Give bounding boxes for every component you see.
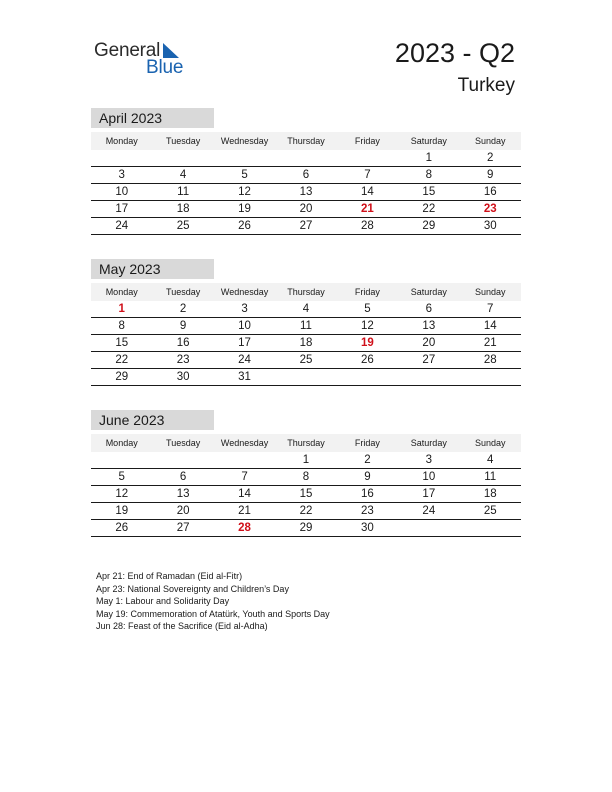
weekday-label: Tuesday xyxy=(166,438,201,448)
empty-day-cell xyxy=(460,520,521,536)
day-cell: 5 xyxy=(241,169,248,181)
day-cell: 23 xyxy=(361,505,374,517)
day-cell: 4 xyxy=(302,303,310,315)
day-cell: 6 xyxy=(179,471,187,483)
day-cell: 18 xyxy=(176,203,190,215)
empty-day-cell xyxy=(91,150,152,166)
empty-day-cell xyxy=(214,452,275,468)
day-cell: 17 xyxy=(238,337,251,349)
weekday-label: Thursday xyxy=(287,136,325,146)
weekday-label: Thursday xyxy=(287,438,325,448)
logo-blue-text: Blue xyxy=(146,57,184,78)
day-cell: 15 xyxy=(115,337,129,349)
logo-general-text: General xyxy=(94,40,161,61)
day-cell: 17 xyxy=(115,203,129,215)
day-cell: 29 xyxy=(422,220,436,232)
day-cell: 19 xyxy=(115,505,129,517)
holiday-day-cell: 19 xyxy=(361,337,374,349)
day-cell: 17 xyxy=(422,488,436,500)
weekday-header-row xyxy=(91,283,521,301)
day-cell: 16 xyxy=(361,488,374,500)
day-cell: 10 xyxy=(115,186,129,198)
weekday-label: Sunday xyxy=(474,136,506,146)
day-cell: 10 xyxy=(422,471,436,483)
day-cell: 24 xyxy=(115,220,129,232)
weekday-label: Thursday xyxy=(287,287,325,297)
weekday-label: Monday xyxy=(105,438,138,448)
day-cell: 25 xyxy=(483,505,497,517)
day-cell: 20 xyxy=(299,203,313,215)
day-cell: 9 xyxy=(487,169,494,181)
holiday-day-cell: 1 xyxy=(118,303,125,315)
month-title: April 2023 xyxy=(91,108,214,128)
day-cell: 14 xyxy=(361,186,374,198)
day-cell: 2 xyxy=(364,454,371,466)
day-cell: 6 xyxy=(302,169,310,181)
day-cell: 24 xyxy=(422,505,436,517)
day-cell: 28 xyxy=(483,354,497,366)
day-cell: 25 xyxy=(299,354,313,366)
weekday-label: Saturday xyxy=(410,287,447,297)
week-row xyxy=(91,352,521,369)
day-cell: 3 xyxy=(118,169,125,181)
weekday-label: Tuesday xyxy=(166,287,201,297)
weekday-label: Saturday xyxy=(410,136,447,146)
weekday-label: Sunday xyxy=(474,287,506,297)
day-cell: 13 xyxy=(176,488,190,500)
day-cell: 26 xyxy=(238,220,251,232)
weekday-label: Wednesday xyxy=(220,438,269,448)
day-cell: 4 xyxy=(487,454,494,466)
generalblue-logo xyxy=(94,40,204,80)
holiday-day-cell: 28 xyxy=(238,522,251,534)
day-cell: 29 xyxy=(115,371,129,383)
day-cell: 13 xyxy=(422,320,436,332)
week-row xyxy=(91,452,521,469)
empty-day-cell xyxy=(337,150,398,166)
day-cell: 29 xyxy=(299,522,313,534)
day-cell: 24 xyxy=(238,354,251,366)
weekday-label: Wednesday xyxy=(220,287,269,297)
day-cell: 14 xyxy=(238,488,251,500)
day-cell: 28 xyxy=(361,220,374,232)
page-title: 2023 - Q2 xyxy=(394,38,515,68)
weekday-label: Monday xyxy=(105,287,138,297)
empty-day-cell xyxy=(337,369,398,385)
empty-day-cell xyxy=(152,452,213,468)
week-row xyxy=(91,201,521,218)
weekday-label: Tuesday xyxy=(166,136,201,146)
weekday-label: Monday xyxy=(105,136,138,146)
logo-triangle-icon xyxy=(163,43,179,58)
day-cell: 27 xyxy=(176,522,190,534)
empty-day-cell xyxy=(398,369,459,385)
day-cell: 9 xyxy=(364,471,371,483)
day-cell: 12 xyxy=(238,186,251,198)
month-block-may xyxy=(91,259,521,386)
day-cell: 4 xyxy=(179,169,187,181)
day-cell: 26 xyxy=(115,522,129,534)
day-cell: 27 xyxy=(299,220,313,232)
day-cell: 30 xyxy=(176,371,190,383)
day-cell: 20 xyxy=(422,337,436,349)
day-cell: 1 xyxy=(302,454,310,466)
holiday-note: May 1: Labour and Solidarity Day xyxy=(96,596,230,607)
day-cell: 19 xyxy=(238,203,251,215)
weekday-label: Friday xyxy=(354,287,380,297)
week-row xyxy=(91,167,521,184)
day-cell: 11 xyxy=(300,320,312,332)
country-name: Turkey xyxy=(457,75,515,96)
day-cell: 27 xyxy=(422,354,436,366)
day-cell: 12 xyxy=(115,488,129,500)
month-title: May 2023 xyxy=(91,259,214,279)
weekday-label: Friday xyxy=(354,136,380,146)
holiday-day-cell: 23 xyxy=(483,203,497,215)
day-cell: 18 xyxy=(299,337,313,349)
day-cell: 30 xyxy=(483,220,497,232)
holiday-note: Apr 21: End of Ramadan (Eid al-Fitr) xyxy=(96,571,243,581)
day-cell: 13 xyxy=(299,186,313,198)
empty-day-cell xyxy=(275,150,336,166)
day-cell: 22 xyxy=(299,505,313,517)
day-cell: 9 xyxy=(179,320,187,332)
empty-day-cell xyxy=(91,452,152,468)
day-cell: 12 xyxy=(361,320,374,332)
day-cell: 23 xyxy=(176,354,190,366)
day-cell: 5 xyxy=(364,303,371,315)
empty-day-cell xyxy=(275,369,336,385)
day-cell: 3 xyxy=(425,454,433,466)
weekday-label: Saturday xyxy=(410,438,447,448)
month-block-april xyxy=(91,108,521,235)
day-cell: 11 xyxy=(177,186,190,198)
weekday-label: Sunday xyxy=(474,438,506,448)
day-cell: 2 xyxy=(487,152,494,164)
day-cell: 3 xyxy=(241,303,248,315)
weekday-label: Wednesday xyxy=(220,136,269,146)
day-cell: 6 xyxy=(425,303,433,315)
week-row xyxy=(91,218,521,235)
day-cell: 31 xyxy=(238,371,251,383)
weekday-label: Friday xyxy=(354,438,380,448)
week-row xyxy=(91,486,521,503)
day-cell: 8 xyxy=(425,169,433,181)
weekday-header-row xyxy=(91,132,521,150)
day-cell: 15 xyxy=(299,488,313,500)
week-row xyxy=(91,503,521,520)
day-cell: 2 xyxy=(179,303,187,315)
week-row xyxy=(91,150,521,167)
holiday-day-cell: 21 xyxy=(361,203,374,215)
week-row xyxy=(91,318,521,335)
week-row xyxy=(91,520,521,537)
week-row xyxy=(91,469,521,486)
day-cell: 22 xyxy=(115,354,129,366)
day-cell: 1 xyxy=(425,152,433,164)
day-cell: 22 xyxy=(422,203,436,215)
empty-day-cell xyxy=(152,150,213,166)
week-row xyxy=(91,369,521,386)
day-cell: 30 xyxy=(361,522,374,534)
day-cell: 21 xyxy=(238,505,251,517)
day-cell: 14 xyxy=(483,320,497,332)
month-title: June 2023 xyxy=(91,410,214,430)
month-block-june xyxy=(91,410,521,537)
empty-day-cell xyxy=(214,150,275,166)
day-cell: 26 xyxy=(361,354,374,366)
empty-day-cell xyxy=(398,520,459,536)
holiday-note: May 19: Commemoration of Atatürk, Youth and Sports Day xyxy=(96,608,330,619)
day-cell: 8 xyxy=(302,471,310,483)
day-cell: 20 xyxy=(176,505,190,517)
day-cell: 16 xyxy=(176,337,190,349)
day-cell: 7 xyxy=(364,169,371,181)
holiday-note: Jun 28: Feast of the Sacrifice (Eid al-Adha) xyxy=(96,621,268,632)
day-cell: 11 xyxy=(484,471,497,483)
weekday-header-row xyxy=(91,434,521,452)
day-cell: 10 xyxy=(238,320,251,332)
day-cell: 7 xyxy=(487,303,494,315)
week-row xyxy=(91,184,521,201)
holiday-notes xyxy=(96,570,330,633)
day-cell: 5 xyxy=(118,471,125,483)
day-cell: 7 xyxy=(241,471,248,483)
week-row xyxy=(91,335,521,352)
empty-day-cell xyxy=(460,369,521,385)
holiday-note: Apr 23: National Sovereignty and Children’s Day xyxy=(96,583,289,594)
week-row xyxy=(91,301,521,318)
day-cell: 8 xyxy=(118,320,125,332)
day-cell: 25 xyxy=(176,220,190,232)
day-cell: 16 xyxy=(483,186,497,198)
day-cell: 15 xyxy=(422,186,436,198)
day-cell: 21 xyxy=(483,337,497,349)
day-cell: 18 xyxy=(483,488,497,500)
